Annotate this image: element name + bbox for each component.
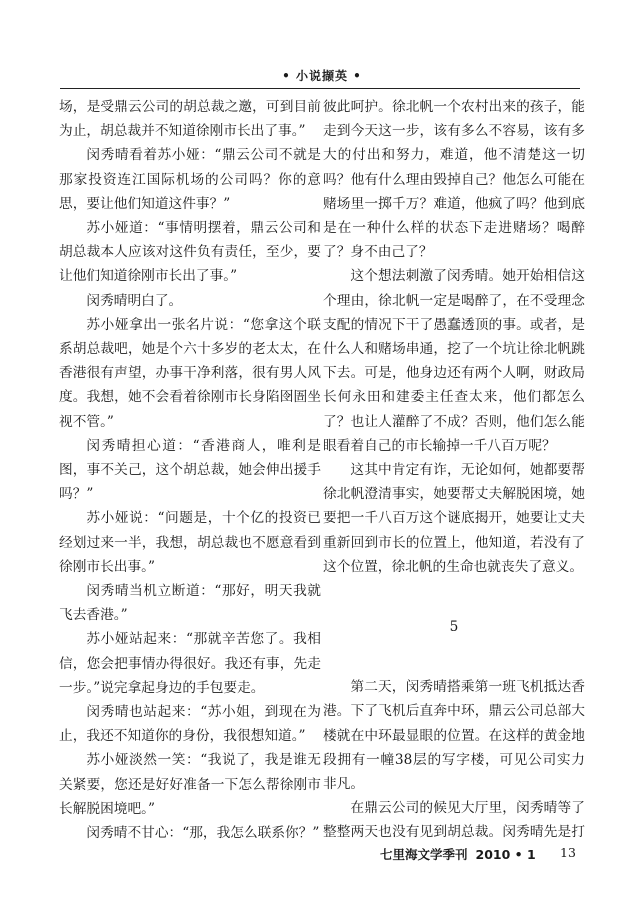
footer-journal	[380, 845, 536, 863]
paragraph: 闵秀晴不甘心：“那，我怎么联系你？”	[86, 825, 320, 842]
paragraph: 这其中肯定有诈，无论如何，她都要帮徐北帆澄清事实，她要帮丈夫解脱困境，她要把一千八百万这个谜底揭开，她要让丈夫重新回到市长的位置上，他知道，若没有了这个位置，徐北帆的生命也就丧失了意义。	[323, 462, 585, 575]
paragraph: 闵秀晴看着苏小娅：“鼎云公司不就是那家投资连江国际机场的公司吗？你的意思，要让他们知道这件事？”	[59, 147, 321, 212]
page-number: 13	[560, 845, 576, 860]
issue-number: 2010 • 1	[475, 847, 536, 862]
paragraph: 闵秀晴也站起来：“苏小姐，到现在为止，我还不知道你的身份，我很想知道。”	[59, 704, 321, 745]
paragraph: 这个想法刺激了闵秀晴。她开始相信这个理由，徐北帆一定是喝醉了，在不受理念支配的情况下干了愚蠢透顶的事。或者，是什么人和赌场串通，挖了一个坑让徐北帆跳下去。可是，他身边还有两个人啊，财政局长何永田和建委主任查太来，他们都怎么了？也让人灌醉了不成？否则，他们怎么能眼看着自己的市长输掉一千八百万呢？	[323, 268, 585, 454]
paragraph: 彼此呵护。徐北帆一个农村出来的孩子，能走到今天这一步，该有多么不容易，该有多大的付出和努力，难道，他不清楚这一切吗？他有什么理由毁掉自己？他怎么可能在赌场里一掷千万？难道，他疯了吗？他到底是在一种什么样的状态下走进赌场？喝醉了？身不由己了？	[323, 99, 585, 261]
right-column	[323, 95, 585, 847]
paragraph: 苏小娅站起来：“那就辛苦您了。我相信，您会把事情办得很好。我还有事，先走一步。”说完拿起身边的手包要走。	[59, 631, 321, 696]
paragraph: 在鼎云公司的候见大厅里，闵秀晴等了整整两天也没有见到胡总裁。闵秀晴先是打	[323, 800, 585, 841]
paragraph: 苏小娅拿出一张名片说：“您拿这个联系胡总裁吧，她是个六十多岁的老太太，在香港很有声望，办事干净利落，很有男人风度。我想，她不会看着徐刚市长身陷囹圄坐视不管。”	[59, 316, 321, 430]
paragraph: 闵秀晴当机立断道：“那好，明天我就飞去香港。”	[59, 583, 321, 624]
paragraph: 场，是受鼎云公司的胡总裁之邀，可到目前为止，胡总裁并不知道徐刚市长出了事。”	[59, 99, 321, 140]
header-rule	[60, 88, 580, 89]
paragraph: 闵秀晴明白了。	[86, 292, 183, 309]
paragraph: 第二天，闵秀晴搭乘第一班飞机抵达香港。下了飞机后直奔中环，鼎云公司总部大楼就在中环最显眼的位置。在这样的黄金地段拥有一幢38层的写字楼，可见公司实力非凡。	[323, 679, 585, 793]
paragraph: 苏小娅道：“事情明摆着，鼎云公司和胡总裁本人应该对这件负有责任，至少，要让他们知道徐刚市长出了事。”	[59, 220, 321, 285]
left-column	[59, 95, 321, 847]
section-header: • 小说撷英 •	[282, 69, 362, 83]
paragraph: 闵秀晴担心道：“香港商人，唯利是图，事不关己，这个胡总裁，她会伸出援手吗？”	[59, 437, 321, 503]
section-number: 5	[449, 619, 459, 636]
paragraph: 苏小娅淡然一笑：“我说了，我是谁无关紧要，您还是好好准备一下怎么帮徐刚市长解脱困境吧。”	[59, 752, 321, 817]
paragraph: 苏小娅说：“问题是，十个亿的投资已经划过来一半，我想，胡总裁也不愿意看到徐刚市长出事。”	[59, 510, 321, 575]
journal-title: 七里海文学季刊	[380, 847, 468, 862]
paragraph	[59, 845, 321, 847]
